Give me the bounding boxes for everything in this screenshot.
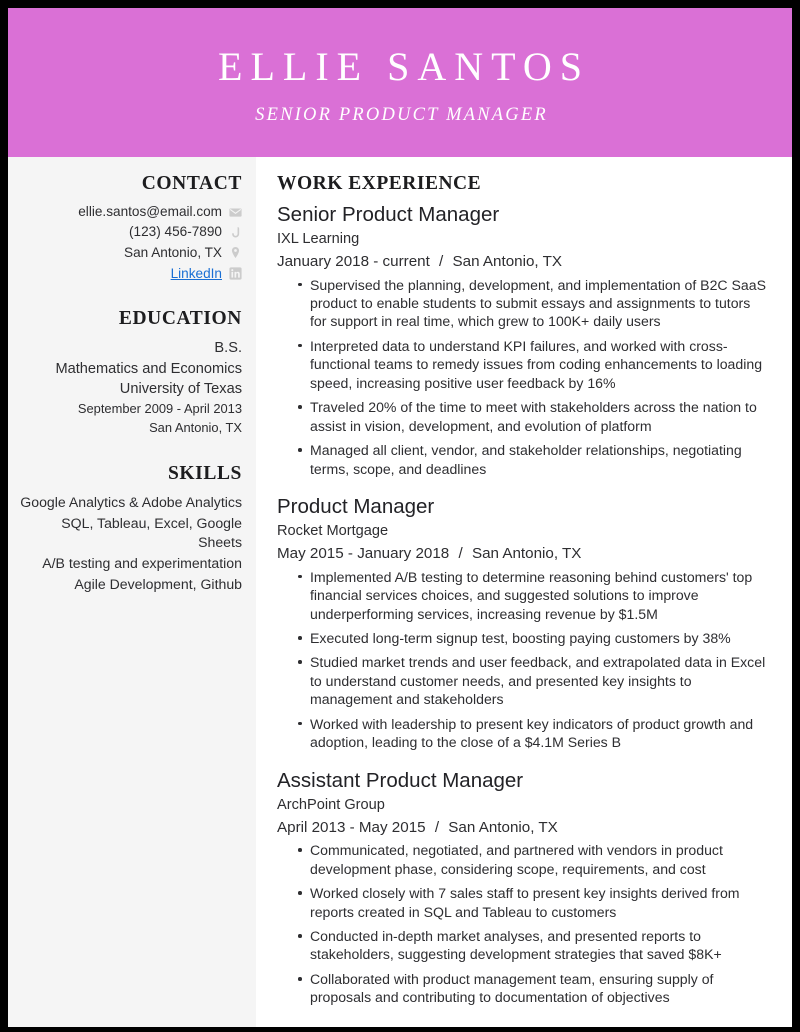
- candidate-job-title: SENIOR PRODUCT MANAGER: [255, 105, 548, 125]
- job-bullet: Interpreted data to understand KPI failures, and worked with cross-functional teams to remedy issues from coding enhancements to loading speed, increasing positive user feedback by 16%: [310, 337, 768, 392]
- work-experience-heading: WORK EXPERIENCE: [277, 173, 482, 194]
- resume-body: [8, 157, 792, 1027]
- contact-list: [16, 203, 242, 282]
- job-location: San Antonio, TX: [448, 818, 558, 836]
- skill-item: Google Analytics & Adobe Analytics: [20, 493, 242, 510]
- education-school: University of Texas: [119, 381, 242, 398]
- job-meta-separator: /: [434, 818, 440, 836]
- job-bullet: Traveled 20% of the time to meet with stakeholders across the nation to assist in vision, development, and evolution of platform: [310, 398, 768, 435]
- job-title: Assistant Product Manager: [277, 768, 524, 792]
- job-bullet-list: [277, 568, 768, 752]
- candidate-name: ELLIE SANTOS: [218, 44, 590, 89]
- skill-item: SQL, Tableau, Excel, Google Sheets: [61, 514, 242, 551]
- job-company: ArchPoint Group: [277, 796, 385, 813]
- contact-item-location: [16, 244, 242, 262]
- job-entry: [277, 202, 768, 478]
- job-title: Senior Product Manager: [277, 203, 500, 226]
- job-meta: [277, 251, 768, 273]
- contact-email-text: ellie.santos@email.com: [78, 204, 222, 219]
- job-title: Product Manager: [277, 495, 435, 519]
- education-dates: September 2009 - April 2013: [77, 401, 242, 417]
- contact-section: [16, 173, 242, 282]
- job-bullet: Collaborated with product management team, ensuring supply of proposals and contributing to documentation of objectives: [310, 970, 768, 1007]
- job-location: San Antonio, TX: [471, 545, 582, 563]
- job-bullet-list: [277, 841, 768, 1007]
- job-dates: May 2015 - January 2018: [277, 545, 450, 563]
- education-degree: B.S.: [214, 340, 242, 357]
- education-section: [16, 308, 242, 437]
- job-meta: [277, 817, 768, 839]
- job-bullet: Worked with leadership to present key indicators of product growth and adoption, leading to the close of a $4.1M Series B: [310, 715, 768, 752]
- job-meta-separator: /: [458, 545, 463, 563]
- job-meta-separator: /: [439, 252, 444, 270]
- phone-icon: [229, 226, 242, 239]
- contact-item-linkedin[interactable]: [16, 264, 242, 282]
- contact-location-text: San Antonio, TX: [124, 244, 222, 260]
- job-bullet: Conducted in-depth market analyses, and presented reports to stakeholders, suggesting development strategies that saved $8K+: [310, 927, 768, 964]
- job-bullet: Studied market trends and user feedback, and extrapolated data in Excel to understand customer needs, and presented key insights to management and stakeholders: [310, 653, 768, 708]
- job-entry: [277, 768, 768, 1007]
- job-meta: [277, 543, 768, 565]
- education-location: San Antonio, TX: [149, 419, 242, 435]
- job-bullet: Worked closely with 7 sales staff to present key insights derived from reports created in SQL and Tableau to customers: [310, 884, 768, 921]
- resume-page: [8, 8, 792, 1027]
- skill-item: Agile Development, Github: [74, 576, 242, 593]
- education-heading: EDUCATION: [118, 308, 242, 330]
- skill-item: A/B testing and experimentation: [42, 555, 242, 572]
- linkedin-link[interactable]: LinkedIn: [170, 265, 222, 281]
- skills-heading: SKILLS: [167, 462, 242, 484]
- resume-header: [8, 8, 792, 157]
- job-company: IXL Learning: [277, 231, 360, 248]
- job-bullet: Managed all client, vendor, and stakeholder relationships, negotiating terms, scope, and deadlines: [310, 441, 768, 478]
- work-experience-section: [256, 157, 792, 1027]
- contact-heading: CONTACT: [141, 173, 242, 194]
- job-bullet: Supervised the planning, development, and implementation of B2C SaaS product to enable students to submit essays and assignments to tutors for support in real time, which grew to 100K+ daily users: [310, 276, 766, 330]
- contact-item-phone: [16, 223, 242, 241]
- contact-item-email: [16, 203, 242, 221]
- job-bullet: Communicated, negotiated, and partnered with vendors in product development phase, considering scope, requirements, and cost: [310, 841, 768, 878]
- job-bullet-list: [277, 276, 768, 479]
- linkedin-icon[interactable]: [229, 267, 242, 280]
- sidebar: [8, 157, 256, 1027]
- job-dates: April 2013 - May 2015: [277, 818, 426, 836]
- job-dates: January 2018 - current: [277, 252, 430, 270]
- contact-phone-text: (123) 456-7890: [129, 224, 222, 240]
- job-entry: [277, 494, 768, 752]
- job-location: San Antonio, TX: [452, 252, 563, 270]
- location-pin-icon: [229, 246, 242, 259]
- envelope-icon: [229, 206, 242, 219]
- job-bullet: Executed long-term signup test, boosting paying customers by 38%: [310, 629, 768, 647]
- job-bullet: Implemented A/B testing to determine reasoning behind customers' top financial services choices, and suggested solutions to improve underperforming services, increasing revenue by $1.5M: [310, 568, 768, 623]
- education-field: Mathematics and Economics: [55, 360, 242, 377]
- skills-section: [16, 463, 242, 595]
- job-company: Rocket Mortgage: [277, 523, 389, 540]
